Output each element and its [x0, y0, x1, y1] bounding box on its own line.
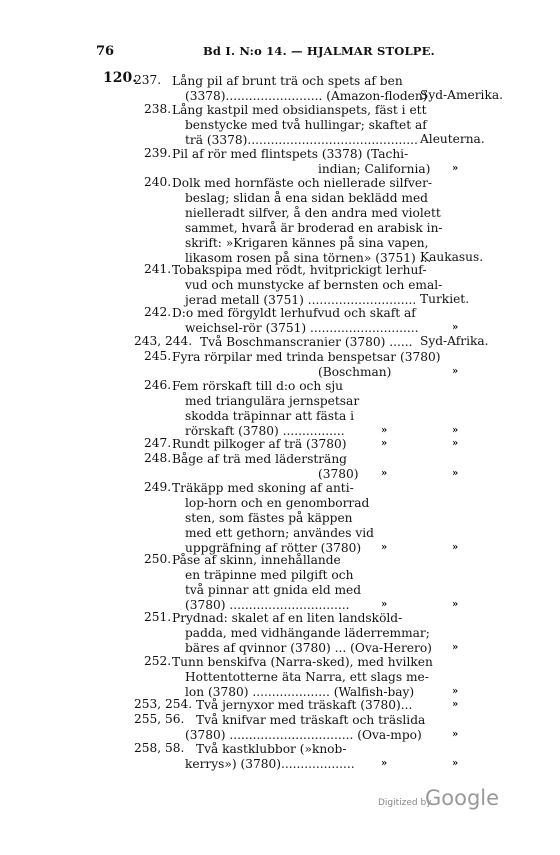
entry-text-line: D:o med förgyldt lerhufvud och skaft af	[172, 306, 416, 320]
entry-text-line: bäres af qvinnor (3780) ... (Ova-Herero)	[185, 641, 432, 655]
entry-text-line: skrift: »Krigaren kännes på sina vapen,	[185, 236, 429, 250]
entry-number: 253, 254.	[134, 697, 193, 711]
ditto-mark: »	[381, 542, 388, 553]
entry-number: 248.	[144, 451, 172, 465]
ditto-mark: »	[381, 438, 388, 449]
entry-number: 247.	[144, 436, 172, 450]
entry-number: 243, 244.	[134, 334, 193, 348]
entry-text-line: nielleradt silfver, å den andra med violett	[185, 206, 441, 220]
entry-place: Kaukasus.	[420, 250, 484, 264]
entry-text-line: två pinnar att gnida eld med	[185, 583, 362, 597]
entry-text-line: sten, som fästes på käppen	[185, 511, 353, 525]
entry-text-line: Dolk med hornfäste och niellerade silfver-	[172, 176, 433, 190]
entry-text-line: rörskaft (3780) ................	[185, 424, 345, 438]
entry-number: 240.	[144, 175, 172, 189]
ditto-mark: »	[452, 758, 459, 769]
ditto-mark: »	[452, 699, 459, 710]
entry-text-line: Rundt pilkoger af trä (3780)	[172, 437, 347, 451]
entry-text-line: Lång pil af brunt trä och spets af ben	[172, 74, 403, 88]
ditto-mark: »	[452, 366, 459, 377]
entry-text-line: (3780) ................................ (Ova-mpo)	[185, 728, 422, 742]
entry-number: 245.	[144, 349, 172, 363]
entry-number: 241.	[144, 262, 172, 276]
entry-text-line: (Boschman)	[318, 365, 392, 379]
entry-text-line: benstycke med två hullingar; skaftet af	[185, 118, 427, 132]
entry-number: 238.	[144, 102, 172, 116]
ditto-mark: »	[452, 468, 459, 479]
entry-number: 242.	[144, 305, 172, 319]
ditto-mark: »	[381, 599, 388, 610]
page-header	[0, 44, 560, 64]
entry-number: 255, 56.	[134, 712, 185, 726]
entry-place: Syd-Amerika.	[420, 88, 503, 102]
ditto-mark: »	[452, 686, 459, 697]
section-number: 120.	[103, 70, 138, 86]
ditto-mark: »	[381, 425, 388, 436]
entry-text-line: uppgräfning af rötter (3780)	[185, 541, 362, 555]
watermark-prefix: Digitized by	[378, 798, 432, 808]
entry-text-line: indian; California)	[318, 162, 431, 176]
google-logo: Google	[425, 786, 500, 810]
entry-number: 237.	[134, 73, 162, 87]
entry-text-line: med ett gethorn; användes vid	[185, 526, 374, 540]
ditto-mark: »	[452, 542, 459, 553]
entry-number: 250.	[144, 552, 172, 566]
ditto-mark: »	[452, 729, 459, 740]
page-number: 76	[96, 44, 115, 59]
entry-number: 246.	[144, 378, 172, 392]
entry-text-line: Två knifvar med träskaft och träslida	[196, 713, 426, 727]
entry-text-line: padda, med vidhängande läderremmar;	[185, 626, 430, 640]
ditto-mark: »	[452, 438, 459, 449]
entry-text-line: Fem rörskaft till d:o och sju	[172, 379, 343, 393]
entry-place: Aleuterna.	[420, 132, 485, 146]
ditto-mark: »	[452, 599, 459, 610]
entry-place: Syd-Afrika.	[420, 334, 489, 348]
entry-text-line: Två Boschmanscranier (3780) ......	[200, 335, 413, 349]
entry-number: 258, 58.	[134, 741, 185, 755]
ditto-mark: »	[452, 642, 459, 653]
entry-text-line: Påse af skinn, innehållande	[172, 553, 341, 567]
google-watermark	[378, 786, 498, 816]
entry-text-line: lon (3780) .................... (Walfish-bay)	[185, 685, 415, 699]
entry-number: 249.	[144, 480, 172, 494]
entry-text-line: (3378)......................... (Amazon-floden)	[185, 89, 428, 103]
entry-text-line: likasom rosen på sina törnen» (3751) ...	[185, 251, 432, 265]
entry-text-line: en träpinne med pilgift och	[185, 568, 354, 582]
ditto-mark: »	[452, 425, 459, 436]
ditto-mark: »	[452, 322, 459, 333]
ditto-mark: »	[381, 758, 388, 769]
entry-number: 251.	[144, 610, 172, 624]
entry-text-line: beslag; slidan å ena sidan beklädd med	[185, 191, 428, 205]
entry-text-line: skodda träpinnar att fästa i	[185, 409, 354, 423]
entry-text-line: Träkäpp med skoning af anti-	[172, 481, 354, 495]
entry-text-line: kerrys») (3780)...................	[185, 757, 355, 771]
entry-place: Turkiet.	[420, 292, 470, 306]
entry-text-line: jerad metall (3751) ............................	[185, 293, 417, 307]
entry-text-line: lop-horn och en genomborrad	[185, 496, 370, 510]
entry-text-line: weichsel-rör (3751) ............................	[185, 321, 419, 335]
entry-number: 239.	[144, 146, 172, 160]
entry-text-line: trä (3378)............................................	[185, 133, 418, 147]
entry-text-line: sammet, hvarå är broderad en arabisk in-	[185, 221, 443, 235]
ditto-mark: »	[452, 163, 459, 174]
entry-text-line: (3780) ...............................	[185, 598, 350, 612]
entry-text-line: Pil af rör med flintspets (3378) (Tachi-	[172, 147, 409, 161]
entry-text-line: Prydnad: skalet af en liten landsköld-	[172, 611, 403, 625]
entry-text-line: vud och munstycke af bernsten och emal-	[185, 278, 443, 292]
entry-text-line: Tobakspipa med rödt, hvitprickigt lerhuf-	[172, 263, 427, 277]
entry-text-line: Tunn benskifva (Narra-sked), med hvilken	[172, 655, 433, 669]
entry-text-line: Fyra rörpilar med trinda benspetsar (3780)	[172, 350, 441, 364]
entry-text-line: Lång kastpil med obsidianspets, fäst i ett	[172, 103, 427, 117]
entry-text-line: Två jernyxor med träskaft (3780)...	[196, 698, 413, 712]
entry-text-line: Två kastklubbor (»knob-	[196, 742, 347, 756]
ditto-mark: »	[381, 468, 388, 479]
entry-text-line: Hottentotterne äta Narra, ett slags me-	[185, 670, 429, 684]
entry-number: 252.	[144, 654, 172, 668]
entry-text-line: med triangulära jernspetsar	[185, 394, 360, 408]
running-head: Bd I. N:o 14. — HJALMAR STOLPE.	[203, 44, 435, 58]
entry-text-line: Båge af trä med lädersträng	[172, 452, 347, 466]
entry-text-line: (3780)	[318, 467, 359, 481]
